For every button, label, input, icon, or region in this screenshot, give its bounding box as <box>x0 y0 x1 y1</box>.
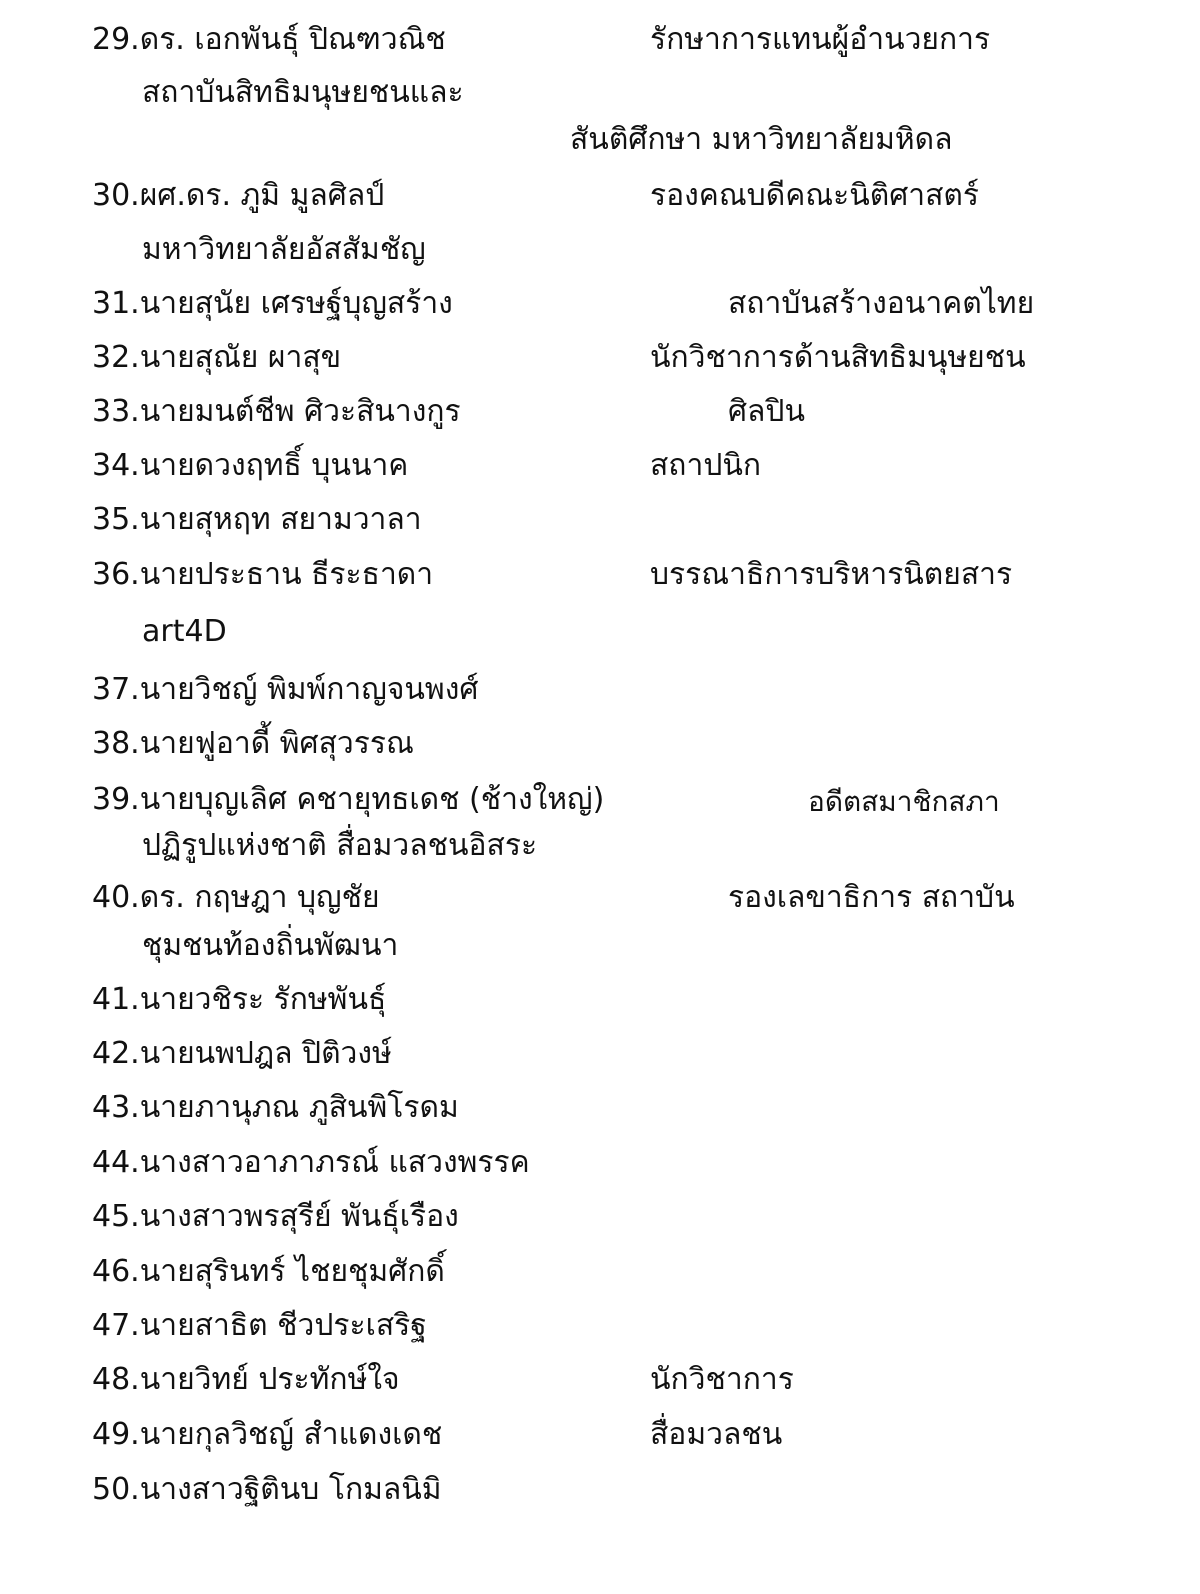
entry-31-role: สถาบันสร้างอนาคตไทย <box>728 286 1035 321</box>
entry-41-name: 41.นายวชิระ รักษพันธุ์ <box>92 982 387 1017</box>
entry-38-name: 38.นายฟูอาดี้ พิศสุวรรณ <box>92 726 414 761</box>
entry-49-name: 49.นายกุลวิชญ์ สำแดงเดช <box>92 1417 443 1452</box>
entry-36-role: บรรณาธิการบริหารนิตยสาร <box>650 557 1013 592</box>
entry-30-name: 30.ผศ.ดร. ภูมิ มูลศิลป์ <box>92 178 385 213</box>
entry-33-role: ศิลปิน <box>728 394 805 429</box>
entry-32-role: นักวิชาการด้านสิทธิมนุษยชน <box>650 340 1026 375</box>
entry-29-continuation-2: สันติศึกษา มหาวิทยาลัยมหิดล <box>570 122 953 157</box>
entry-48-role: นักวิชาการ <box>650 1362 794 1397</box>
entry-37-name: 37.นายวิชญ์ พิมพ์กาญจนพงศ์ <box>92 672 479 707</box>
entry-42-name: 42.นายนพปฎล ปิติวงษ์ <box>92 1036 392 1071</box>
entry-34-role: สถาปนิก <box>650 448 762 483</box>
entry-36-name: 36.นายประธาน ธีระธาดา <box>92 557 434 592</box>
entry-40-role: รองเลขาธิการ สถาบัน <box>728 880 1015 915</box>
entry-39-name: 39.นายบุญเลิศ คชายุทธเดช (ช้างใหญ่) <box>92 782 605 817</box>
entry-30-role: รองคณบดีคณะนิติศาสตร์ <box>650 178 980 213</box>
entry-30-continuation: มหาวิทยาลัยอัสสัมชัญ <box>142 232 426 267</box>
entry-32-name: 32.นายสุณัย ผาสุข <box>92 340 342 375</box>
entry-47-name: 47.นายสาธิต ชีวประเสริฐ <box>92 1308 427 1343</box>
entry-49-role: สื่อมวลชน <box>650 1417 783 1452</box>
entry-46-name: 46.นายสุรินทร์ ไชยชุมศักดิ์ <box>92 1254 445 1289</box>
entry-39-continuation: ปฏิรูปแห่งชาติ สื่อมวลชนอิสระ <box>142 828 538 863</box>
entry-36-continuation: art4D <box>142 614 227 649</box>
entry-44-name: 44.นางสาวอาภาภรณ์ แสวงพรรค <box>92 1145 530 1180</box>
entry-50-name: 50.นางสาวฐิตินบ โกมลนิมิ <box>92 1472 442 1507</box>
entry-43-name: 43.นายภานุภณ ภูสินพิโรดม <box>92 1090 459 1125</box>
entry-31-name: 31.นายสุนัย เศรษฐ์บุญสร้าง <box>92 286 453 321</box>
entry-40-continuation: ชุมชนท้องถิ่นพัฒนา <box>142 928 399 963</box>
entry-45-name: 45.นางสาวพรสุรีย์ พันธุ์เรือง <box>92 1199 459 1234</box>
entry-29-name: 29.ดร. เอกพันธุ์ ปิณฑวณิช <box>92 22 446 57</box>
entry-40-name: 40.ดร. กฤษฎา บุญชัย <box>92 880 380 915</box>
entry-33-name: 33.นายมนต์ชีพ ศิวะสินางกูร <box>92 394 461 429</box>
entry-29-continuation: สถาบันสิทธิมนุษยชนและ <box>142 75 464 110</box>
entry-48-name: 48.นายวิทย์ ประทักษ์ใจ <box>92 1362 400 1397</box>
entry-29-role: รักษาการแทนผู้อำนวยการ <box>650 22 991 57</box>
entry-35-name: 35.นายสุหฤท สยามวาลา <box>92 502 422 537</box>
entry-34-name: 34.นายดวงฤทธิ์ บุนนาค <box>92 448 409 483</box>
entry-39-role: อดีตสมาชิกสภา <box>808 785 1000 818</box>
